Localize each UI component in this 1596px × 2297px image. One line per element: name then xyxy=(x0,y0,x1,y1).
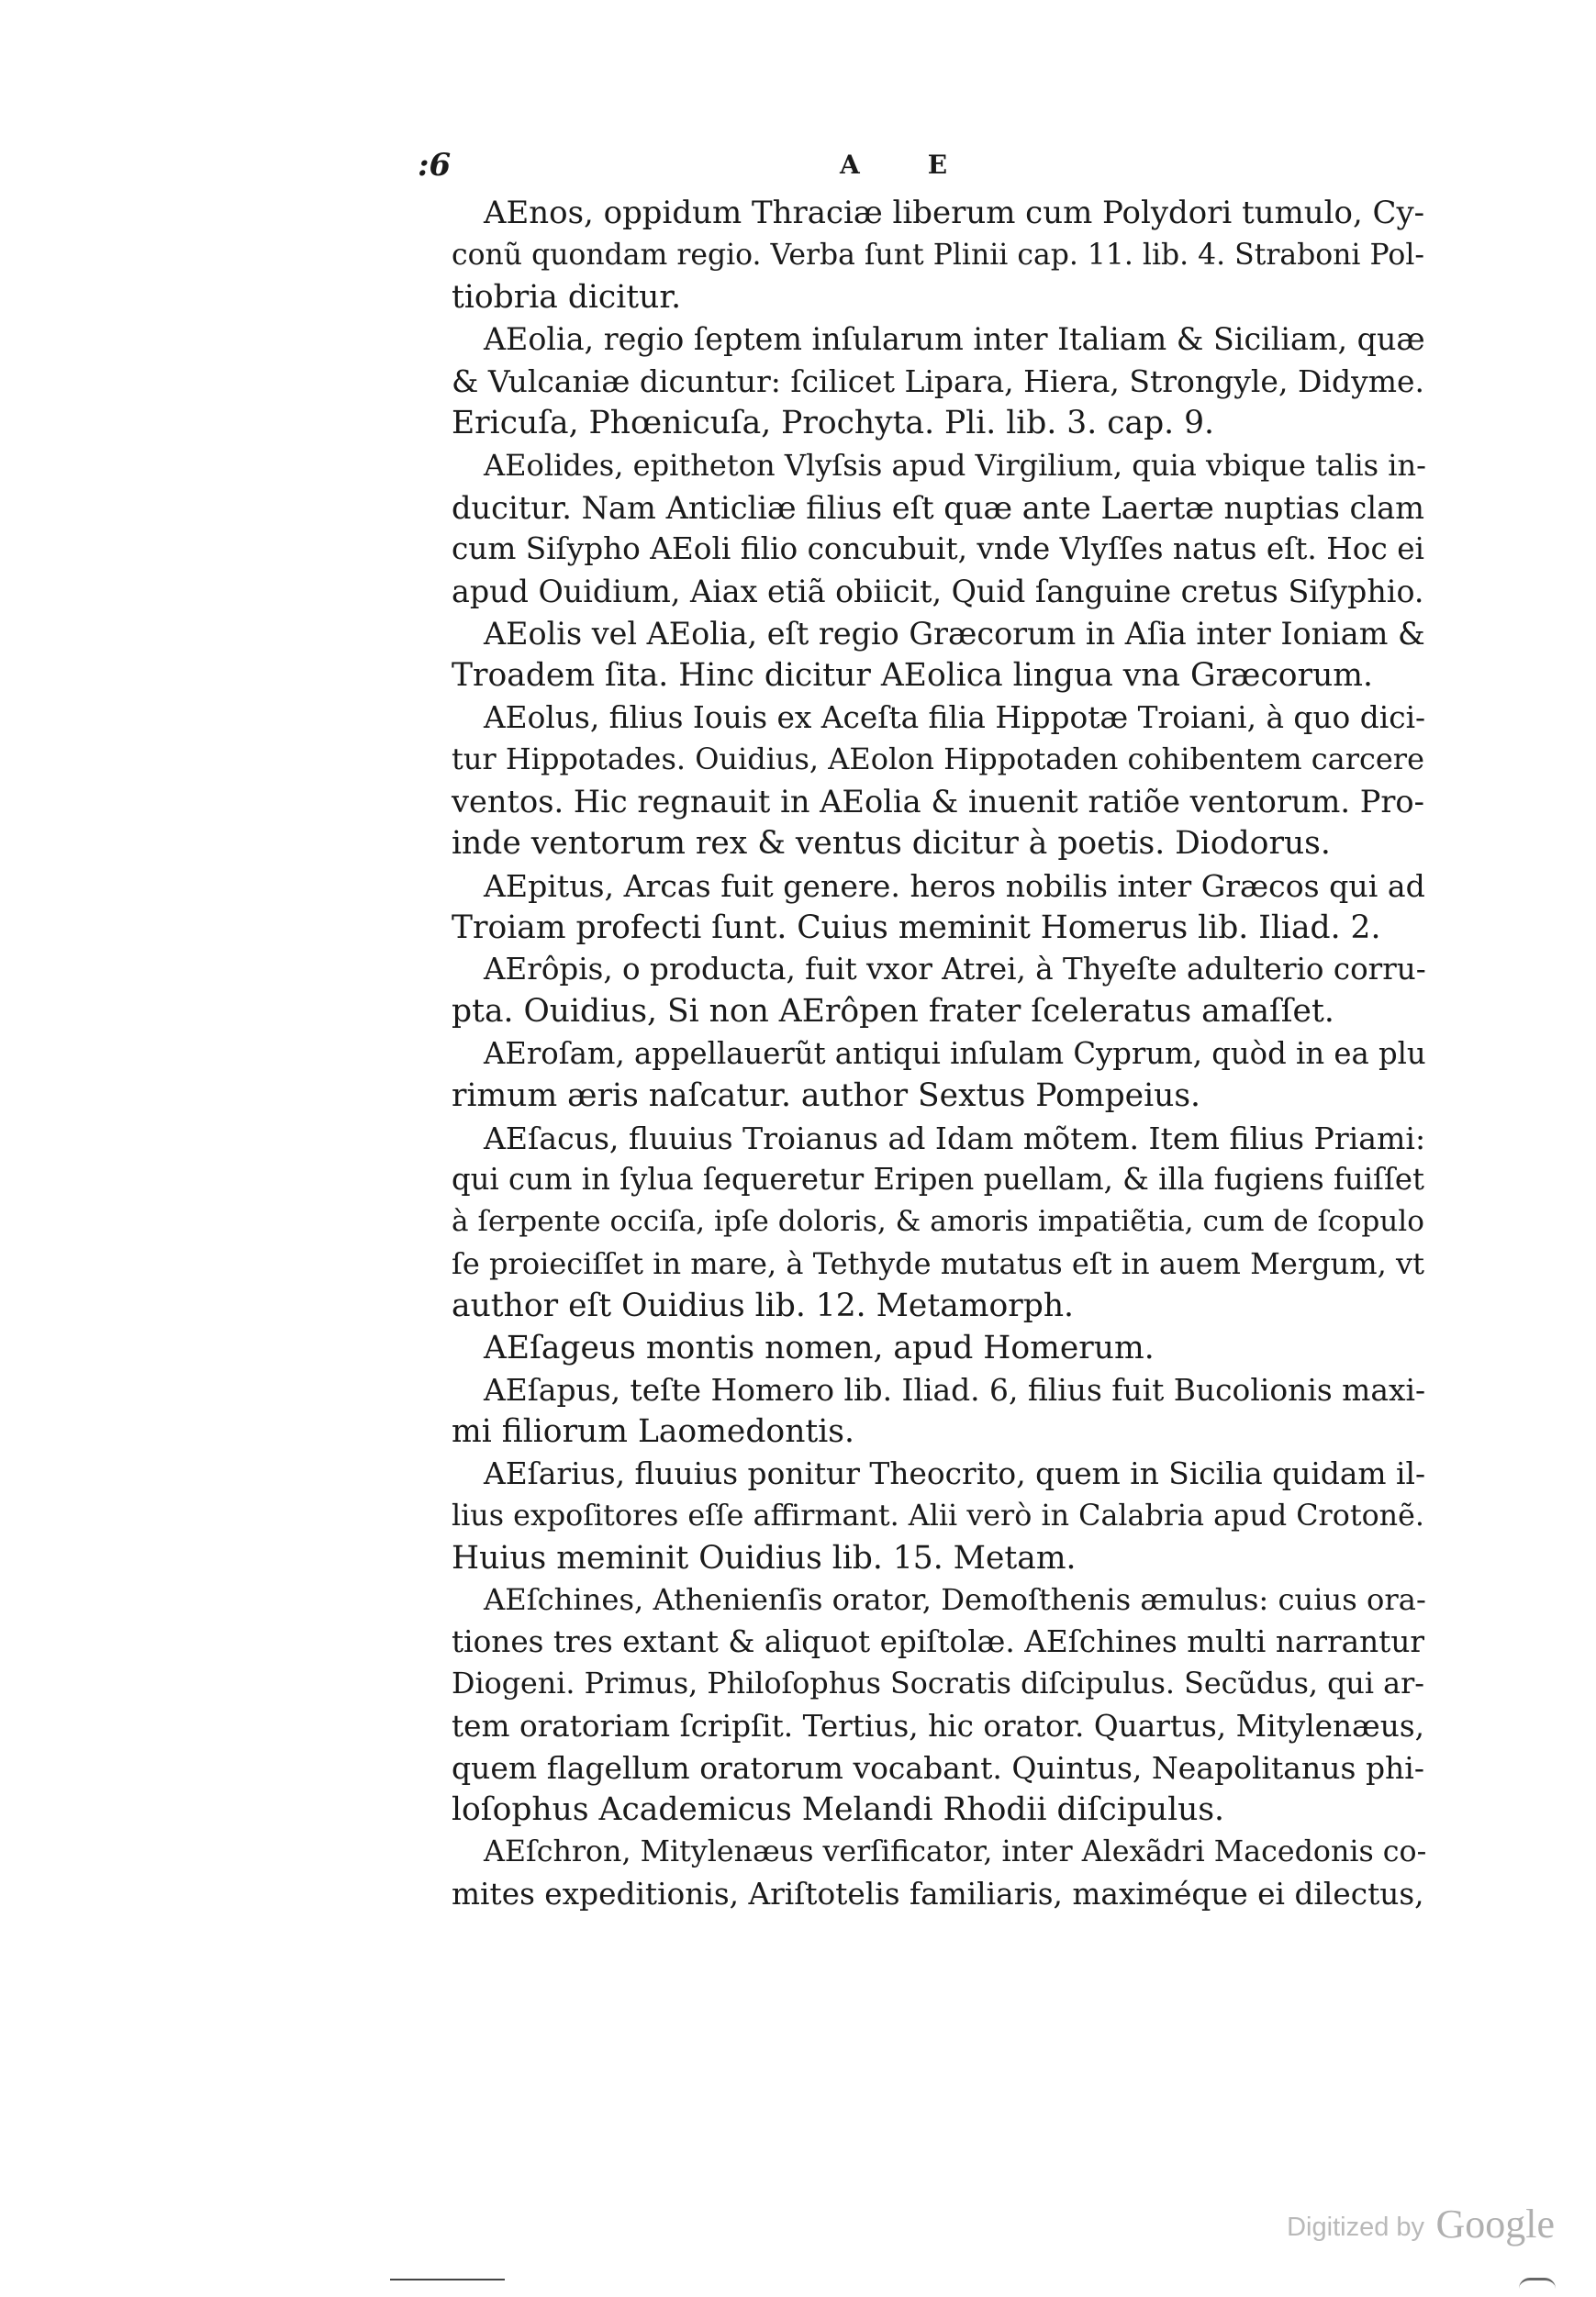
entry-line: AEolis vel AEolia, eſt regio Græcorum in Aſia inter Ioniam & xyxy=(484,615,1425,652)
entry-line: AEroſam, appellauerũt antiqui inſulam Cyprum, quòd in ea plu xyxy=(484,1035,1426,1071)
entry-line: AEſchines, Athenienſis orator, Demoſthenis æmulus: cuius ora- xyxy=(484,1582,1426,1618)
dictionary-entry xyxy=(452,1579,1424,1832)
dictionary-text-column xyxy=(452,193,1427,1916)
entry-line: tiones tres extant & aliquot epiſtolæ. AEſchines multi narrantur xyxy=(452,1624,1424,1660)
entry-line: mi filiorum Laomedontis. xyxy=(452,1413,854,1451)
dictionary-entry xyxy=(452,613,1424,697)
dictionary-entry xyxy=(452,445,1427,613)
entry-line: ventos. Hic regnauit in AEolia & inuenit ratiõe ventorum. Pro- xyxy=(452,784,1424,820)
page-number: :6 xyxy=(418,147,452,184)
entry-line: AEpitus, Arcas fuit genere. heros nobilis inter Græcos qui ad xyxy=(484,867,1425,904)
entry-line: tem oratoriam ſcripſit. Tertius, hic orator. Quartus, Mitylenæus, xyxy=(452,1708,1424,1744)
watermark-prefix: Digitized by xyxy=(1287,2213,1425,2242)
entry-line: Diogeni. Primus, Philoſophus Socratis diſcipulus. Secũdus, qui ar- xyxy=(452,1667,1424,1700)
dictionary-entry xyxy=(452,1454,1424,1579)
entry-line: loſophus Academicus Melandi Rhodii diſcipulus. xyxy=(452,1791,1225,1829)
entry-line: pta. Ouidius, Si non AErôpen frater ſceleratus amaſſet. xyxy=(452,993,1334,1031)
digitized-watermark xyxy=(1287,2201,1555,2247)
dictionary-entry xyxy=(452,318,1424,444)
entry-line: cum Siſypho AEoli filio concubuit, vnde Vlyſſes natus eſt. Hoc ei xyxy=(452,531,1424,567)
scan-edge-rule xyxy=(390,2279,505,2280)
watermark-brand: Google xyxy=(1435,2202,1555,2247)
dictionary-entry xyxy=(452,865,1424,950)
entry-line: qui cum in ſylua ſequeretur Eripen puellam, & illa fugiens fuiſſet xyxy=(452,1162,1424,1198)
entry-line: lius expoſitores eſſe affirmant. Alii verò in Calabria apud Crotonẽ. xyxy=(452,1499,1424,1533)
entry-line: conũ quondam regio. Verba ſunt Plinii cap. 11. lib. 4. Straboni Pol- xyxy=(452,238,1424,272)
entry-line: apud Ouidium, Aiax etiã obiicit, Quid ſanguine cretus Siſyphio. xyxy=(452,574,1424,610)
entry-line: AErôpis, o producta, fuit vxor Atrei, à Thyeſte adulterio corru- xyxy=(484,952,1426,987)
entry-line: AEnos, oppidum Thraciæ liberum cum Polydori tumulo, Cy- xyxy=(484,195,1425,231)
dictionary-entry xyxy=(452,697,1424,865)
running-head: AE xyxy=(840,150,1016,180)
entry-line: ſe proieciſſet in mare, à Tethyde mutatus eſt in auem Mergum, vt xyxy=(452,1245,1424,1281)
dictionary-entry xyxy=(452,1033,1424,1118)
entry-line: AEolides, epitheton Vlyſsis apud Virgilium, quia vbique talis in- xyxy=(484,447,1427,483)
entry-line: AEſchron, Mitylenæus verſificator, inter Alexãdri Macedonis co- xyxy=(484,1835,1427,1869)
entry-line: tiobria dicitur. xyxy=(452,278,682,316)
entry-line: Troadem ſita. Hinc dicitur AEolica lingua vna Græcorum. xyxy=(452,656,1373,694)
entry-line: AEolus, filius Iouis ex Aceſta filia Hippotæ Troiani, à quo dici- xyxy=(484,699,1426,735)
entry-line: inde ventorum rex & ventus dicitur à poetis. Diodorus. xyxy=(452,824,1331,862)
entry-line: quem flagellum oratorum vocabant. Quintus, Neapolitanus phi- xyxy=(452,1750,1424,1787)
entry-line: author eſt Ouidius lib. 12. Metamorph. xyxy=(452,1287,1075,1324)
entry-line: AEſageus montis nomen, apud Homerum. xyxy=(484,1329,1155,1366)
entry-line: tur Hippotades. Ouidius, AEolon Hippotaden cohibentem carcere xyxy=(452,742,1424,777)
entry-line: à ſerpente occiſa, ipſe doloris, & amoris impatiẽtia, cum de ſcopulo xyxy=(452,1205,1424,1239)
dictionary-entry xyxy=(452,1118,1424,1328)
dictionary-entry xyxy=(452,1369,1424,1454)
entry-line: AEſarius, fluuius ponitur Theocrito, quem in Sicilia quidam il- xyxy=(484,1455,1426,1491)
entry-line: rimum æris naſcatur. author Sextus Pompeius. xyxy=(452,1076,1201,1114)
entry-line: AEolia, regio ſeptem inſularum inter Italiam & Siciliam, quæ xyxy=(484,321,1425,358)
dictionary-entry xyxy=(452,193,1424,318)
entry-line: AEſacus, fluuius Troianus ad Idam mõtem. Item filius Priami: xyxy=(484,1120,1426,1156)
entry-line: Troiam profecti ſunt. Cuius meminit Homerus lib. Iliad. 2. xyxy=(452,909,1381,946)
entry-line: AEſapus, teſte Homero lib. Iliad. 6, filius fuit Bucolionis maxi- xyxy=(484,1372,1426,1409)
dictionary-entry xyxy=(452,949,1424,1033)
dictionary-entry xyxy=(452,1832,1427,1916)
entry-line: Huius meminit Ouidius lib. 15. Metam. xyxy=(452,1539,1077,1577)
entry-line: Ericuſa, Phœnicuſa, Prochyta. Pli. lib. 3. cap. 9. xyxy=(452,404,1215,441)
entry-line: & Vulcaniæ dicuntur: ſcilicet Lipara, Hiera, Strongyle, Didyme. xyxy=(452,363,1424,400)
dictionary-entry xyxy=(452,1328,1424,1370)
entry-line: mites expeditionis, Ariſtotelis familiaris, maximéque ei dilectus, xyxy=(452,1876,1424,1912)
entry-line: ducitur. Nam Anticliæ filius eſt quæ ante Laertæ nuptias clam xyxy=(452,489,1424,526)
page-header xyxy=(418,142,1418,188)
